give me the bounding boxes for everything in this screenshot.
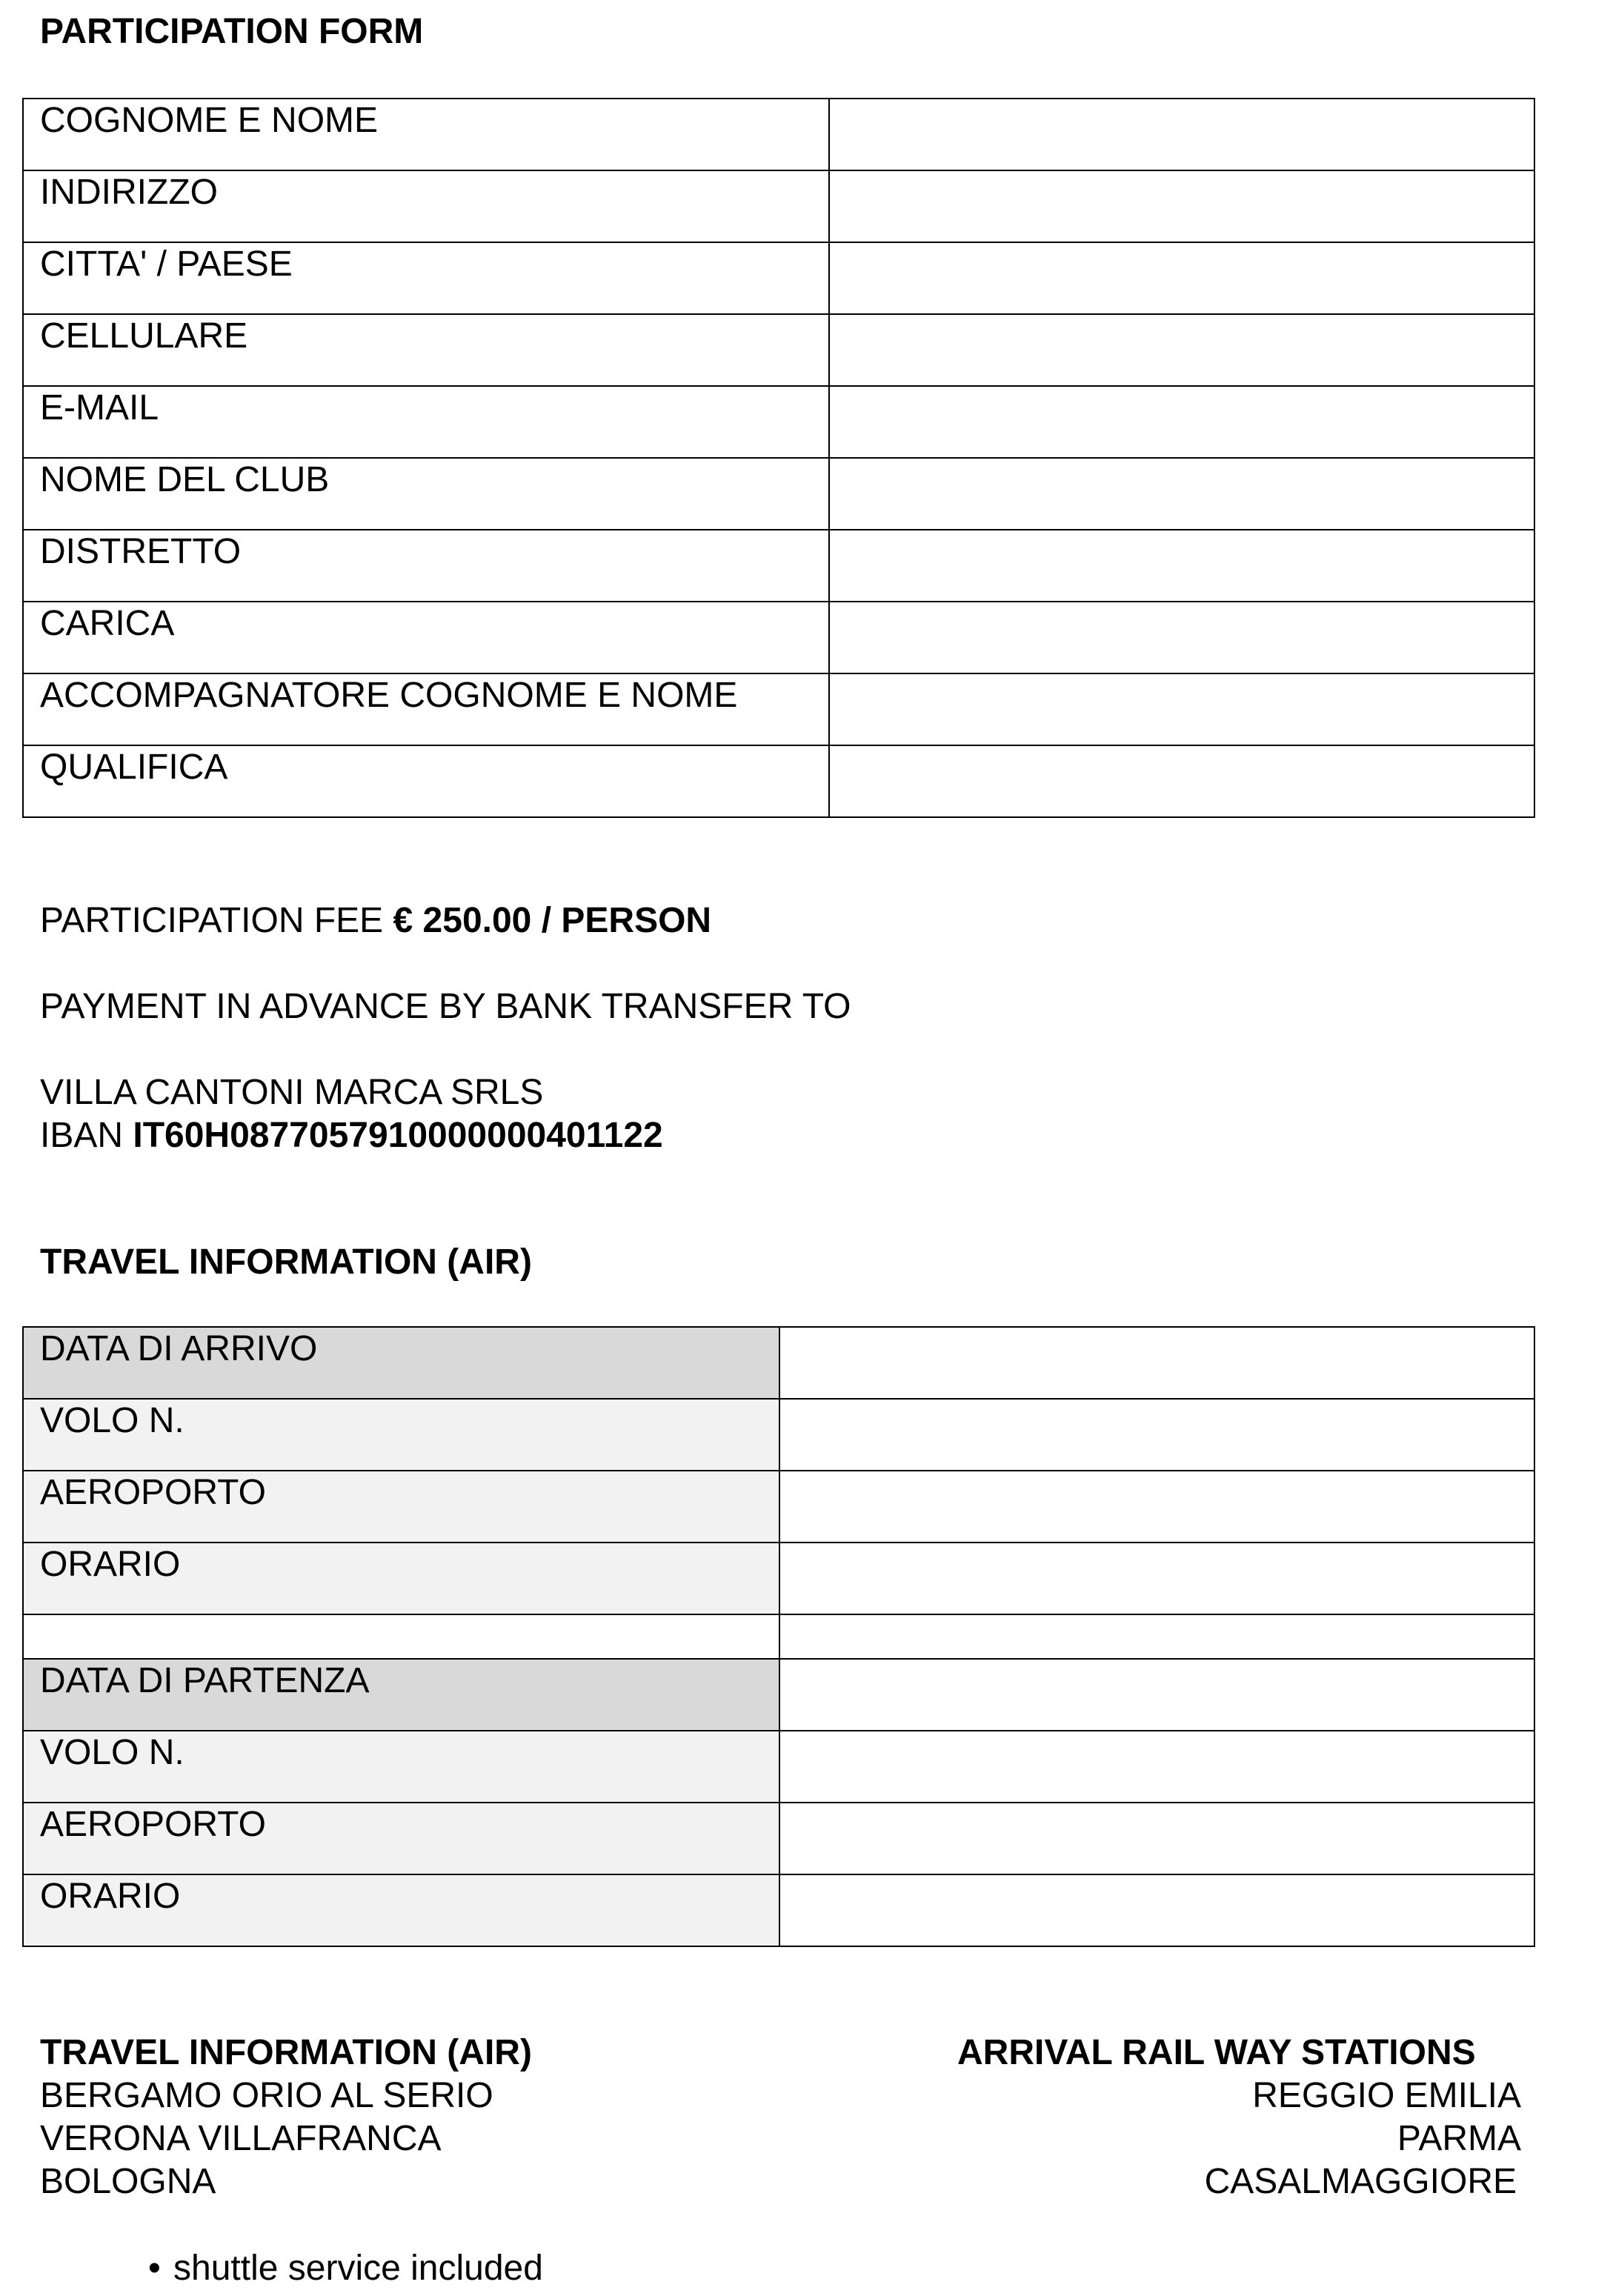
table-row bbox=[23, 242, 1534, 314]
row-label-cell bbox=[23, 386, 829, 458]
role-input-cell[interactable] bbox=[829, 602, 1534, 673]
shuttle-text: shuttle service included bbox=[173, 2249, 543, 2288]
departure-time-input-cell[interactable] bbox=[779, 1874, 1534, 1946]
rail-station-item: REGGIO EMILIA bbox=[1252, 2076, 1521, 2115]
fee-label: PARTICIPATION FEE bbox=[40, 901, 393, 940]
payment-company: VILLA CANTONI MARCA SRLS bbox=[40, 1073, 544, 1112]
name-input-cell[interactable] bbox=[829, 99, 1534, 170]
address-input-cell[interactable] bbox=[829, 170, 1534, 242]
field-label-role: CARICA bbox=[40, 604, 175, 643]
companion-input-cell[interactable] bbox=[829, 673, 1534, 745]
iban-line bbox=[40, 1114, 663, 1157]
table-row bbox=[23, 1327, 1534, 1399]
row-label-cell bbox=[23, 170, 829, 242]
form-title: PARTICIPATION FORM bbox=[40, 12, 424, 51]
iban-label: IBAN bbox=[40, 1116, 133, 1155]
shuttle-note bbox=[148, 2247, 543, 2290]
payment-line: PAYMENT IN ADVANCE BY BANK TRANSFER TO bbox=[40, 987, 851, 1026]
travel-table bbox=[22, 1326, 1535, 1947]
row-label-cell bbox=[23, 242, 829, 314]
airports-title: TRAVEL INFORMATION (AIR) bbox=[40, 2033, 532, 2072]
mobile-input-cell[interactable] bbox=[829, 314, 1534, 386]
field-label-club: NOME DEL CLUB bbox=[40, 460, 330, 499]
table-row bbox=[23, 745, 1534, 817]
row-label-cell bbox=[23, 1731, 779, 1803]
district-input-cell[interactable] bbox=[829, 530, 1534, 602]
city-input-cell[interactable] bbox=[829, 242, 1534, 314]
field-label-address: INDIRIZZO bbox=[40, 173, 218, 212]
departure-airport-label: AEROPORTO bbox=[40, 1805, 266, 1844]
table-row bbox=[23, 673, 1534, 745]
arrival-flight-input-cell[interactable] bbox=[779, 1399, 1534, 1471]
departure-time-label: ORARIO bbox=[40, 1877, 181, 1916]
table-row bbox=[23, 602, 1534, 673]
field-label-name: COGNOME E NOME bbox=[40, 101, 379, 140]
field-label-district: DISTRETTO bbox=[40, 532, 242, 571]
spacer-cell bbox=[23, 1614, 779, 1659]
departure-date-label: DATA DI PARTENZA bbox=[40, 1661, 370, 1700]
table-row bbox=[23, 1659, 1534, 1731]
arrival-airport-label: AEROPORTO bbox=[40, 1473, 266, 1512]
airport-item: VERONA VILLAFRANCA bbox=[40, 2119, 442, 2158]
table-row bbox=[23, 530, 1534, 602]
qualification-input-cell[interactable] bbox=[829, 745, 1534, 817]
row-label-cell bbox=[23, 314, 829, 386]
airport-item: BOLOGNA bbox=[40, 2162, 216, 2201]
departure-airport-input-cell[interactable] bbox=[779, 1803, 1534, 1874]
table-spacer-row bbox=[23, 1614, 1534, 1659]
row-label-cell bbox=[23, 458, 829, 530]
table-row bbox=[23, 314, 1534, 386]
departure-flight-label: VOLO N. bbox=[40, 1733, 184, 1772]
table-row bbox=[23, 458, 1534, 530]
fee-line bbox=[40, 899, 711, 942]
rail-station-item: PARMA bbox=[1397, 2119, 1521, 2158]
row-label-cell bbox=[23, 1471, 779, 1543]
spacer-cell bbox=[779, 1614, 1534, 1659]
table-row bbox=[23, 1543, 1534, 1614]
row-label-cell bbox=[23, 1659, 779, 1731]
row-label-cell bbox=[23, 99, 829, 170]
table-row bbox=[23, 1874, 1534, 1946]
iban-value: IT60H0877057910000000401122 bbox=[133, 1116, 663, 1155]
table-row bbox=[23, 386, 1534, 458]
row-label-cell bbox=[23, 1803, 779, 1874]
airport-item: BERGAMO ORIO AL SERIO bbox=[40, 2076, 493, 2115]
field-label-city: CITTA' / PAESE bbox=[40, 244, 293, 284]
participation-table bbox=[22, 98, 1535, 818]
arrival-airport-input-cell[interactable] bbox=[779, 1471, 1534, 1543]
travel-title: TRAVEL INFORMATION (AIR) bbox=[40, 1242, 532, 1282]
row-label-cell bbox=[23, 1327, 779, 1399]
row-label-cell bbox=[23, 530, 829, 602]
departure-date-input-cell[interactable] bbox=[779, 1659, 1534, 1731]
table-row bbox=[23, 1399, 1534, 1471]
row-label-cell bbox=[23, 673, 829, 745]
departure-flight-input-cell[interactable] bbox=[779, 1731, 1534, 1803]
arrival-time-label: ORARIO bbox=[40, 1545, 181, 1584]
table-row bbox=[23, 99, 1534, 170]
field-label-mobile: CELLULARE bbox=[40, 316, 248, 356]
field-label-qualification: QUALIFICA bbox=[40, 748, 228, 787]
arrival-date-label: DATA DI ARRIVO bbox=[40, 1329, 318, 1368]
row-label-cell bbox=[23, 745, 829, 817]
row-label-cell bbox=[23, 602, 829, 673]
table-row bbox=[23, 1731, 1534, 1803]
row-label-cell bbox=[23, 1874, 779, 1946]
rail-station-item: CASALMAGGIORE bbox=[1204, 2162, 1517, 2201]
club-input-cell[interactable] bbox=[829, 458, 1534, 530]
row-label-cell bbox=[23, 1399, 779, 1471]
field-label-companion: ACCOMPAGNATORE COGNOME E NOME bbox=[40, 676, 738, 715]
table-row bbox=[23, 1803, 1534, 1874]
arrival-flight-label: VOLO N. bbox=[40, 1401, 184, 1440]
arrival-time-input-cell[interactable] bbox=[779, 1543, 1534, 1614]
row-label-cell bbox=[23, 1543, 779, 1614]
table-row bbox=[23, 170, 1534, 242]
rail-title: ARRIVAL RAIL WAY STATIONS bbox=[957, 2033, 1476, 2072]
table-row bbox=[23, 1471, 1534, 1543]
email-input-cell[interactable] bbox=[829, 386, 1534, 458]
field-label-email: E-MAIL bbox=[40, 388, 159, 427]
bullet-icon: • bbox=[148, 2249, 161, 2288]
fee-amount: € 250.00 / PERSON bbox=[393, 901, 712, 940]
arrival-date-input-cell[interactable] bbox=[779, 1327, 1534, 1399]
